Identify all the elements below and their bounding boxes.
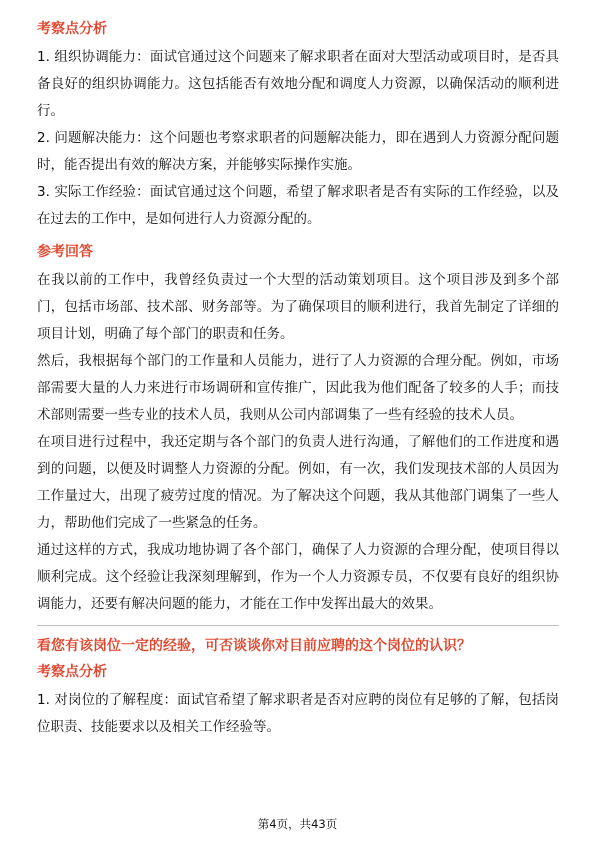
page-content	[37, 18, 559, 741]
analysis-point-1: 1. 组织协调能力：面试官通过这个问题来了解求职者在面对大型活动或项目时，是否具备良好的组织协调能力。这包括能否有效地分配和调度人力资源，以确保活动的顺利进行。	[37, 49, 559, 119]
section-heading-analysis: 考察点分析	[37, 21, 107, 37]
section-heading-reference-answer: 参考回答	[37, 244, 93, 260]
page-number-footer: 第4页，共43页	[257, 817, 338, 831]
analysis-point-q2-1: 1. 对岗位的了解程度：面试官希望了解求职者是否对应聘的岗位有足够的了解，包括岗位职责、技能要求以及相关工作经验等。	[37, 692, 559, 735]
interview-question: 看您有该岗位一定的经验，可否谈谈你对目前应聘的这个岗位的认识？	[37, 638, 471, 654]
analysis-point-2: 2. 问题解决能力：这个问题也考察求职者的问题解决能力，即在遇到人力资源分配问题时，能否提出有效的解决方案，并能够实际操作实施。	[37, 130, 559, 173]
answer-paragraph-1: 在我以前的工作中，我曾经负责过一个大型的活动策划项目。这个项目涉及到多个部门，包括市场部、技术部、财务部等。为了确保项目的顺利进行，我首先制定了详细的项目计划，明确了每个部门的职责和任务。	[37, 272, 559, 342]
section-divider	[37, 625, 559, 626]
answer-paragraph-4: 通过这样的方式，我成功地协调了各个部门，确保了人力资源的合理分配，使项目得以顺利完成。这个经验让我深刻理解到，作为一个人力资源专员，不仅要有良好的组织协调能力，还要有解决问题的能力，才能在工作中发挥出最大的效果。	[37, 542, 559, 612]
answer-paragraph-2: 然后，我根据每个部门的工作量和人员能力，进行了人力资源的合理分配。例如，市场部需要大量的人力来进行市场调研和宣传推广，因此我为他们配备了较多的人手；而技术部则需要一些专业的技术人员，我则从公司内部调集了一些有经验的技术人员。	[37, 353, 559, 423]
analysis-point-3: 3. 实际工作经验：面试官通过这个问题，希望了解求职者是否有实际的工作经验，以及在过去的工作中，是如何进行人力资源分配的。	[37, 184, 559, 227]
section-heading-analysis-2: 考察点分析	[37, 664, 107, 680]
answer-paragraph-3: 在项目进行过程中，我还定期与各个部门的负责人进行沟通，了解他们的工作进度和遇到的问题，以便及时调整人力资源的分配。例如，有一次，我们发现技术部的人员因为工作量过大，出现了疲劳过度的情况。为了解决这个问题，我从其他部门调集了一些人力，帮助他们完成了一些紧急的任务。	[37, 434, 559, 531]
